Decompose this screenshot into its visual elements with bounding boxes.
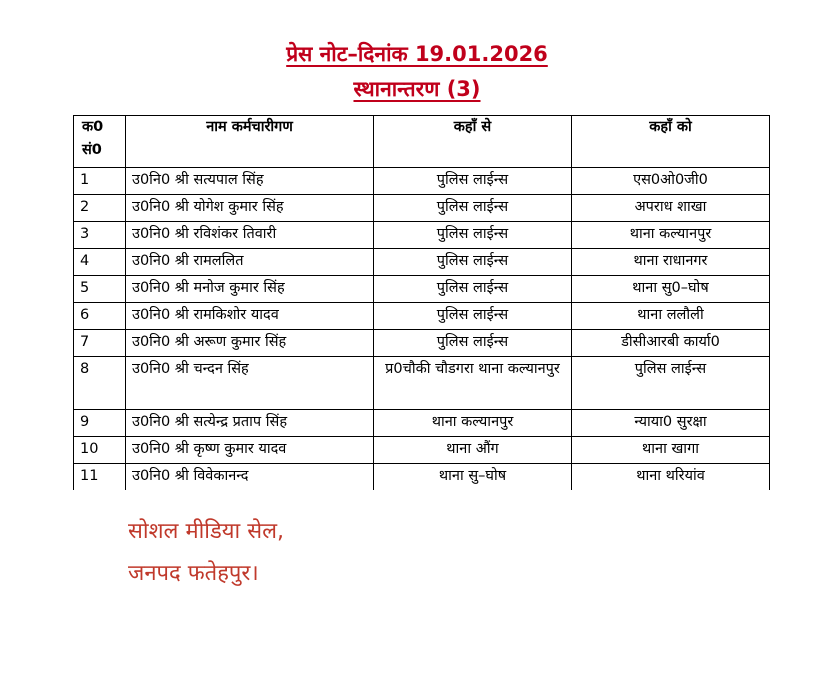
table-header-row <box>74 116 770 168</box>
row-name: उ0नि0 श्री विवेकानन्द <box>126 464 374 491</box>
row-serial: 3 <box>74 222 126 249</box>
row-serial: 6 <box>74 303 126 330</box>
row-from: थाना औंग <box>374 437 572 464</box>
row-name: उ0नि0 श्री चन्दन सिंह <box>126 357 374 410</box>
table-row <box>74 410 770 437</box>
row-to: थाना थरियांव <box>572 464 770 491</box>
row-from: थाना सु–घोष <box>374 464 572 491</box>
column-header-from: कहाँ से <box>374 116 572 168</box>
table-row <box>74 276 770 303</box>
row-name: उ0नि0 श्री सत्यपाल सिंह <box>126 168 374 195</box>
row-from: पुलिस लाईन्स <box>374 195 572 222</box>
row-from: पुलिस लाईन्स <box>374 330 572 357</box>
row-to: न्याया0 सुरक्षा <box>572 410 770 437</box>
table-row <box>74 330 770 357</box>
row-serial: 7 <box>74 330 126 357</box>
row-to: डीसीआरबी कार्या0 <box>572 330 770 357</box>
row-name: उ0नि0 श्री योगेश कुमार सिंह <box>126 195 374 222</box>
row-serial: 1 <box>74 168 126 195</box>
row-serial: 10 <box>74 437 126 464</box>
row-serial: 4 <box>74 249 126 276</box>
table-row <box>74 249 770 276</box>
row-name: उ0नि0 श्री रविशंकर तिवारी <box>126 222 374 249</box>
table-row <box>74 303 770 330</box>
row-from: पुलिस लाईन्स <box>374 249 572 276</box>
row-serial: 2 <box>74 195 126 222</box>
table-row <box>74 222 770 249</box>
footer-district: जनपद फतेहपुर। <box>128 561 259 586</box>
table-row <box>74 437 770 464</box>
row-serial: 5 <box>74 276 126 303</box>
row-to: थाना राधानगर <box>572 249 770 276</box>
press-note-title: प्रेस नोट–दिनांक 19.01.2026 <box>286 42 548 66</box>
table-row <box>74 195 770 222</box>
column-header-to: कहाँ को <box>572 116 770 168</box>
row-name: उ0नि0 श्री कृष्ण कुमार यादव <box>126 437 374 464</box>
row-name: उ0नि0 श्री रामललित <box>126 249 374 276</box>
table-row <box>74 357 770 410</box>
transfer-subtitle: स्थानान्तरण (3) <box>353 77 481 101</box>
row-from: पुलिस लाईन्स <box>374 222 572 249</box>
row-serial: 8 <box>74 357 126 410</box>
row-name: उ0नि0 श्री रामकिशोर यादव <box>126 303 374 330</box>
row-to: थाना खागा <box>572 437 770 464</box>
row-serial: 9 <box>74 410 126 437</box>
column-header-name: नाम कर्मचारीगण <box>126 116 374 168</box>
row-from: प्र0चौकी चौडगरा थाना कल्यानपुर <box>374 357 572 410</box>
row-from: पुलिस लाईन्स <box>374 303 572 330</box>
row-to: पुलिस लाईन्स <box>572 357 770 410</box>
row-to: थाना कल्यानपुर <box>572 222 770 249</box>
transfer-table <box>73 115 770 490</box>
table-row <box>74 464 770 491</box>
row-from: थाना कल्यानपुर <box>374 410 572 437</box>
table-row <box>74 168 770 195</box>
row-to: एस0ओ0जी0 <box>572 168 770 195</box>
footer-cell-name: सोशल मीडिया सेल, <box>128 519 284 544</box>
row-to: अपराध शाखा <box>572 195 770 222</box>
row-from: पुलिस लाईन्स <box>374 168 572 195</box>
row-from: पुलिस लाईन्स <box>374 276 572 303</box>
row-serial: 11 <box>74 464 126 491</box>
row-name: उ0नि0 श्री अरूण कुमार सिंह <box>126 330 374 357</box>
row-name: उ0नि0 श्री मनोज कुमार सिंह <box>126 276 374 303</box>
row-name: उ0नि0 श्री सत्येन्द्र प्रताप सिंह <box>126 410 374 437</box>
row-to: थाना सु0–घोष <box>572 276 770 303</box>
row-to: थाना ललौली <box>572 303 770 330</box>
column-header-serial: क0 सं0 <box>74 116 126 168</box>
